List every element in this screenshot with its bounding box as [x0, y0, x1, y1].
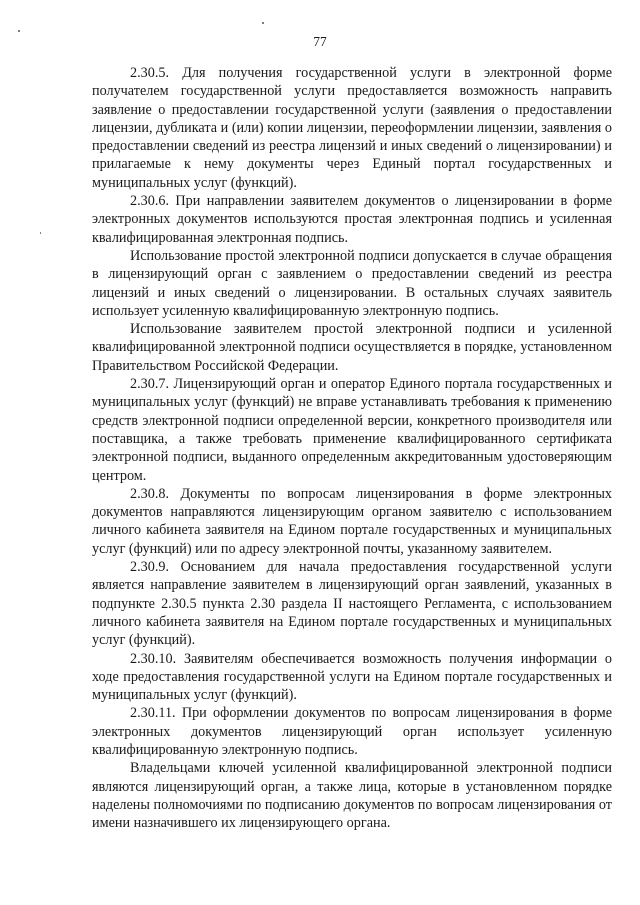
paragraph-signature-procedure: Использование заявителем простой электронной подписи и усиленной квалифицированной электронной подписи осуществляется в порядке, установленном Правительством Российской Федерации.	[92, 321, 612, 374]
paragraph-key-owners: Владельцами ключей усиленной квалифицированной электронной подписи являются лицензирующий орган, а также лица, которые в установленном порядке наделены полномочиями по подписанию документов по вопросам лицензирования от имени назначившего их лицензирующего органа.	[92, 760, 612, 832]
document-body	[92, 64, 612, 832]
paragraph-2-30-5: 2.30.5. Для получения государственной услуги в электронной форме получателем государственной услуги предоставляется возможность направить заявление о предоставлении государственной услуги (заявления о предоставлении лицензии, дубликата и (или) копии лицензии, переоформлении лицензии, заявления о предоставлении сведений из реестра лицензий и иных сведений о лицензировании) и прилагаемые к нему документы через Единый портал государственных и муниципальных услуг (функций).	[92, 65, 612, 191]
scan-speck	[18, 30, 20, 32]
paragraph-2-30-7: 2.30.7. Лицензирующий орган и оператор Единого портала государственных и муниципальных услуг (функций) не вправе устанавливать требования к применению средств электронной подписи определенной версии, конкретного производителя или поставщика, а также требовать применение квалифицированного сертификата электронной подписи, выданного определенным аккредитованным удостоверяющим центром.	[92, 376, 612, 484]
paragraph-simple-signature-usage: Использование простой электронной подписи допускается в случае обращения в лицензирующий орган с заявлением о предоставлении сведений из реестра лицензий и иных сведений о лицензировании. В остальных случаях заявитель использует усиленную квалифицированную электронную подпись.	[92, 247, 612, 319]
paragraph-2-30-6: 2.30.6. При направлении заявителем документов о лицензировании в форме электронных документов используются простая электронная подпись и усиленная квалифицированная электронная подпись.	[92, 193, 612, 246]
paragraph-2-30-9: 2.30.9. Основанием для начала предоставления государственной услуги является направление заявителем в лицензирующий орган заявлений, указанных в подпункте 2.30.5 пункта 2.30 раздела II настоящего Регламента, с использованием личного кабинета заявителя на Едином портале государственных и муниципальных услуг (функций).	[92, 559, 612, 649]
paragraph-2-30-11: 2.30.11. При оформлении документов по вопросам лицензирования в форме электронных документов лицензирующий орган использует усиленную квалифицированную электронную подпись.	[92, 705, 612, 758]
scan-speck	[40, 232, 41, 234]
paragraph-2-30-10: 2.30.10. Заявителям обеспечивается возможность получения информации о ходе предоставления государственной услуги на Едином портале государственных и муниципальных услуг (функций).	[92, 650, 612, 704]
page-number: 77	[313, 34, 327, 49]
scan-speck	[262, 22, 264, 24]
paragraph-2-30-8: 2.30.8. Документы по вопросам лицензирования в форме электронных документов направляются лицензирующим органом заявителю с использованием личного кабинета заявителя на Едином портале государственных и муниципальных услуг (функций) или по адресу электронной почты, указанному заявителем.	[92, 485, 612, 557]
